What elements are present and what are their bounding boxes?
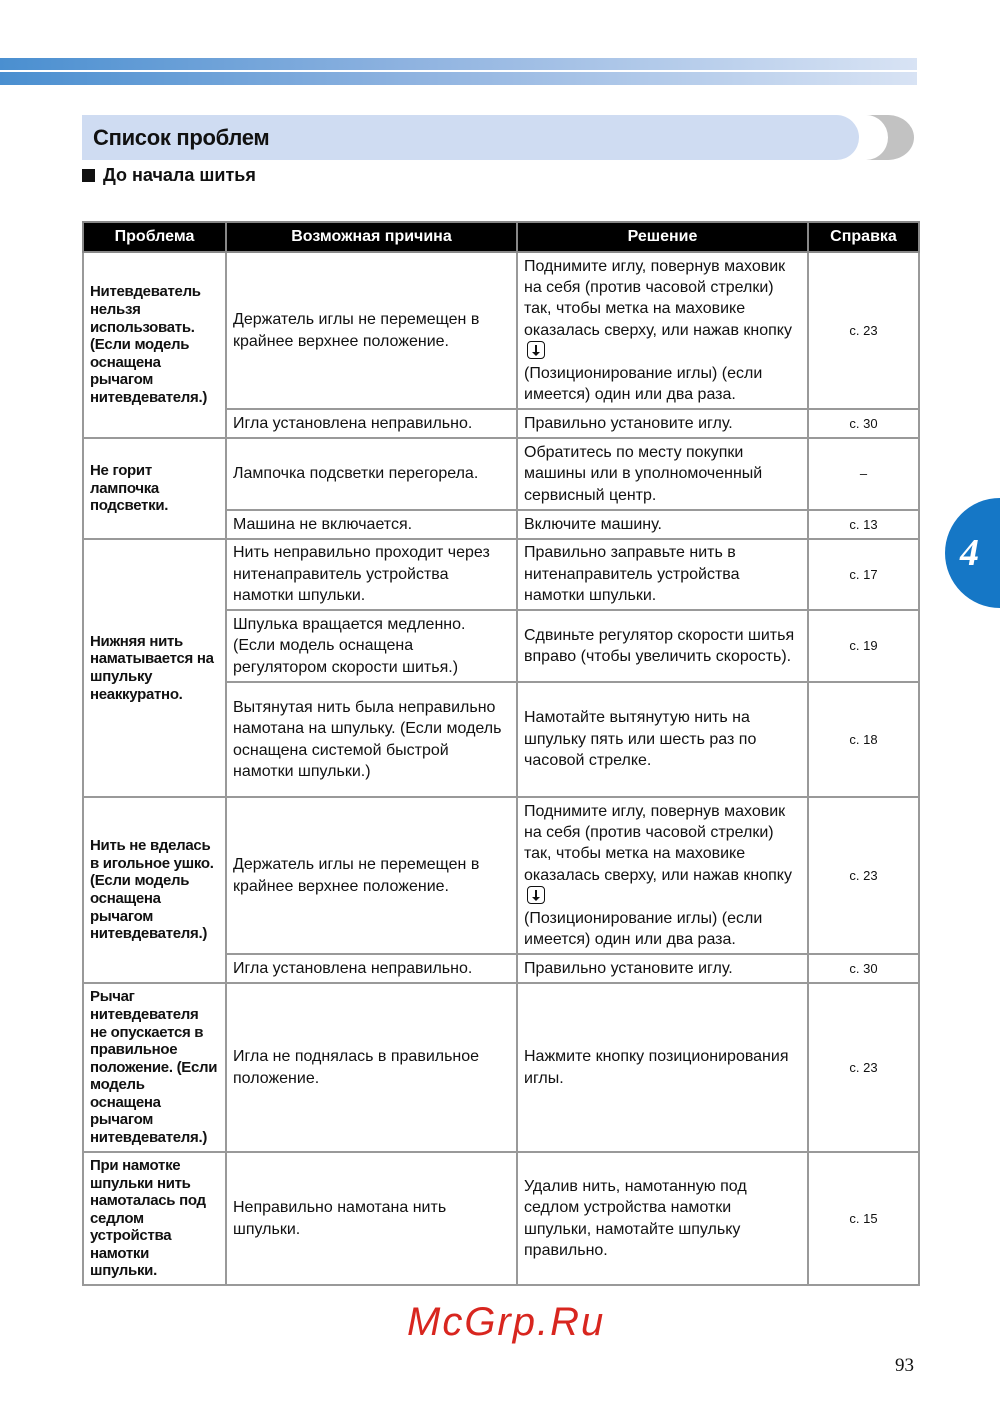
title-bracket-icon: [866, 115, 914, 160]
solution-text: Нажмите кнопку позиционирования иглы.: [524, 1048, 789, 1087]
solution-text: Поднимите иглу, повернув маховик на себя (против часовой стрелки) так, чтобы метка на маховике оказалась сверху, или нажав кнопку: [524, 802, 792, 884]
column-header-cause: Возможная причина: [226, 222, 517, 252]
solution-cell: [517, 539, 808, 610]
solution-cell: [517, 983, 808, 1152]
solution-text: Правильно установите иглу.: [524, 414, 733, 432]
reference-link[interactable]: с. 23: [808, 983, 919, 1152]
reference-link[interactable]: с. 23: [808, 797, 919, 954]
problem-cell: Нитевдеватель нельзя использовать. (Если модель оснащена рычагом нитевдевателя.): [83, 252, 226, 438]
reference-link[interactable]: с. 30: [808, 409, 919, 438]
cause-cell: Вытянутая нить была неправильно намотана на шпульку. (Если модель оснащена системой быстрой намотки шпульки.): [226, 682, 517, 797]
problem-cell: Нижняя нить наматывается на шпульку неаккуратно.: [83, 539, 226, 797]
needle-position-button-icon: [527, 341, 545, 359]
needle-position-button-icon: [527, 886, 545, 904]
table-row: [83, 797, 919, 954]
subtitle-text: До начала шитья: [103, 165, 256, 185]
solution-text: Удалив нить, намотанную под седлом устройства намотки шпульки, намотайте шпульку правильно.: [524, 1177, 747, 1259]
solution-text: Сдвиньте регулятор скорости шитья вправо (чтобы увеличить скорость).: [524, 626, 795, 665]
reference-link[interactable]: с. 23: [808, 252, 919, 409]
cause-cell: Игла установлена неправильно.: [226, 954, 517, 983]
problem-cell: Не горит лампочка подсветки.: [83, 438, 226, 539]
solution-cell: [517, 409, 808, 438]
column-header-solution: Решение: [517, 222, 808, 252]
reference-link[interactable]: с. 18: [808, 682, 919, 797]
square-bullet-icon: [82, 169, 95, 182]
reference-link[interactable]: с. 17: [808, 539, 919, 610]
solution-text: Правильно установите иглу.: [524, 959, 733, 977]
solution-text: Поднимите иглу, повернув маховик на себя (против часовой стрелки) так, чтобы метка на маховике оказалась сверху, или нажав кнопку: [524, 257, 792, 339]
cause-cell: Игла установлена неправильно.: [226, 409, 517, 438]
section-subtitle: [82, 165, 256, 186]
reference-link[interactable]: с. 13: [808, 510, 919, 539]
cause-cell: Машина не включается.: [226, 510, 517, 539]
cause-cell: Игла не поднялась в правильное положение.: [226, 983, 517, 1152]
cause-cell: Нить неправильно проходит через нитенаправитель устройства намотки шпульки.: [226, 539, 517, 610]
solution-cell: [517, 610, 808, 682]
solution-cell: [517, 252, 808, 409]
cause-cell: Держатель иглы не перемещен в крайнее верхнее положение.: [226, 252, 517, 409]
table-row: [83, 539, 919, 610]
solution-text: Включите машину.: [524, 515, 662, 533]
header-band-top: [0, 58, 917, 70]
column-header-reference: Справка: [808, 222, 919, 252]
solution-cell: [517, 1152, 808, 1285]
cause-cell: Неправильно намотана нить шпульки.: [226, 1152, 517, 1285]
table-row: [83, 1152, 919, 1285]
problem-cell: Рычаг нитевдевателя не опускается в правильное положение. (Если модель оснащена рычагом нитевдевателя.): [83, 983, 226, 1152]
problem-cell: Нить не вделась в игольное ушко. (Если модель оснащена рычагом нитевдевателя.): [83, 797, 226, 983]
column-header-problem: Проблема: [83, 222, 226, 252]
cause-cell: Лампочка подсветки перегорела.: [226, 438, 517, 510]
solution-cell: [517, 954, 808, 983]
solution-cell: [517, 510, 808, 539]
table-header-row: [83, 222, 919, 252]
solution-text: Намотайте вытянутую нить на шпульку пять или шесть раз по часовой стрелке.: [524, 709, 757, 770]
cause-cell: Шпулька вращается медленно. (Если модель оснащена регулятором скорости шитья.): [226, 610, 517, 682]
solution-text: Обратитесь по месту покупки машины или в уполномоченный сервисный центр.: [524, 443, 763, 504]
cause-cell: Держатель иглы не перемещен в крайнее верхнее положение.: [226, 797, 517, 954]
chapter-tab[interactable]: [945, 498, 1000, 608]
page-number: 93: [895, 1355, 914, 1376]
solution-cell: [517, 438, 808, 510]
troubleshooting-table: [82, 221, 920, 1286]
reference-link[interactable]: –: [808, 438, 919, 510]
reference-link[interactable]: с. 15: [808, 1152, 919, 1285]
solution-text-continued: (Позиционирование иглы) (если имеется) один или два раза.: [524, 364, 763, 404]
table-row: [83, 438, 919, 510]
problem-cell: При намотке шпульки нить намоталась под седлом устройства намотки шпульки.: [83, 1152, 226, 1285]
header-band-bottom: [0, 72, 917, 85]
watermark: McGrp.Ru: [407, 1300, 606, 1344]
table-row: [83, 983, 919, 1152]
solution-text: Правильно заправьте нить в нитенаправитель устройства намотки шпульки.: [524, 544, 740, 605]
solution-text-continued: (Позиционирование иглы) (если имеется) один или два раза.: [524, 909, 763, 949]
solution-cell: [517, 797, 808, 954]
section-title-bar: [82, 115, 859, 160]
table-row: [83, 252, 919, 409]
chapter-number: 4: [960, 532, 979, 574]
reference-link[interactable]: с. 30: [808, 954, 919, 983]
reference-link[interactable]: с. 19: [808, 610, 919, 682]
page-title: Список проблем: [93, 125, 270, 150]
solution-cell: [517, 682, 808, 797]
